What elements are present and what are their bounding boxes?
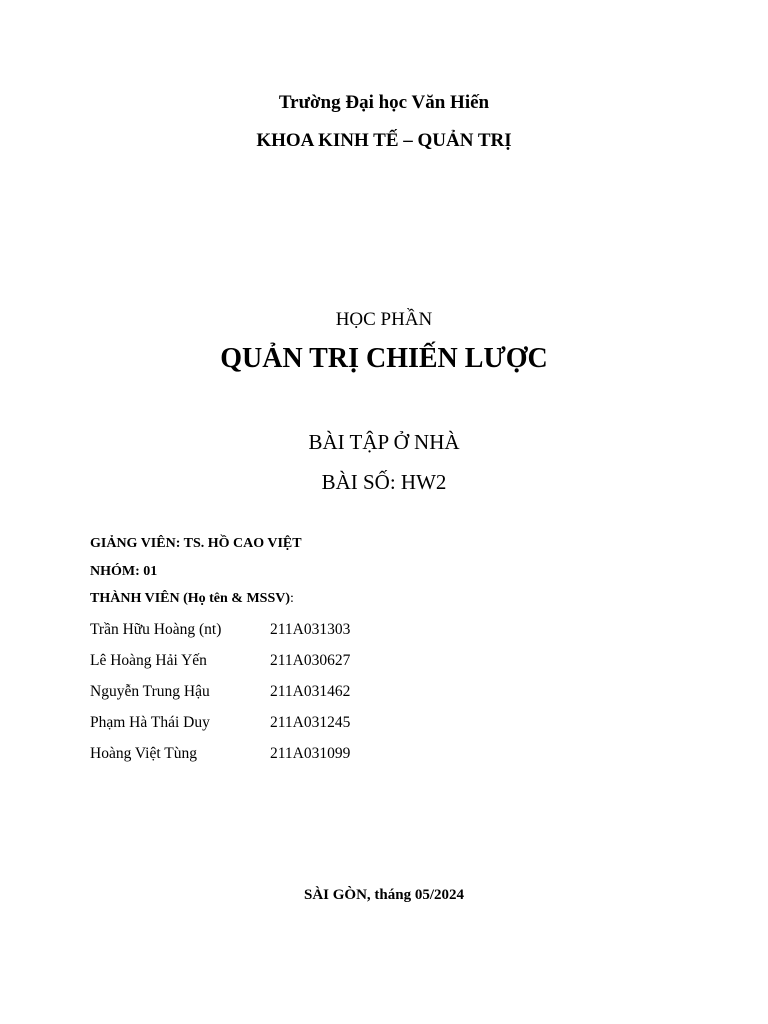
course-title: QUẢN TRỊ CHIẾN LƯỢC [220,343,548,374]
group-label: NHÓM [90,564,136,579]
course-label: HỌC PHẦN [335,309,433,330]
assignment-type: BÀI TẬP Ở NHÀ [308,430,460,454]
members-suffix: : [290,591,294,606]
place-date: SÀI GÒN, tháng 05/2024 [303,887,465,903]
member-id: 211A031303 [270,621,351,638]
group-line [90,564,157,580]
member-name: Nguyễn Trung Hậu [90,683,210,700]
members-heading [90,591,294,607]
member-id: 211A031099 [270,745,351,762]
members-label: THÀNH VIÊN (Họ tên & MSSV) [90,591,291,606]
member-id: 211A030627 [270,652,351,669]
member-id: 211A031245 [270,714,351,731]
member-name: Hoàng Việt Tùng [90,745,197,762]
assignment-number: BÀI SỐ: HW2 [321,470,447,494]
member-name: Trần Hữu Hoàng (nt) [90,621,222,638]
member-name: Lê Hoàng Hải Yến [90,652,207,669]
university-name: Trường Đại học Văn Hiến [278,92,490,113]
member-name: Phạm Hà Thái Duy [90,714,210,731]
member-id: 211A031462 [270,683,351,700]
group-value: : 01 [135,564,158,579]
lecturer-line: GIẢNG VIÊN: TS. HỒ CAO VIỆT [90,536,302,551]
faculty-name: KHOA KINH TẾ – QUẢN TRỊ [256,130,512,151]
